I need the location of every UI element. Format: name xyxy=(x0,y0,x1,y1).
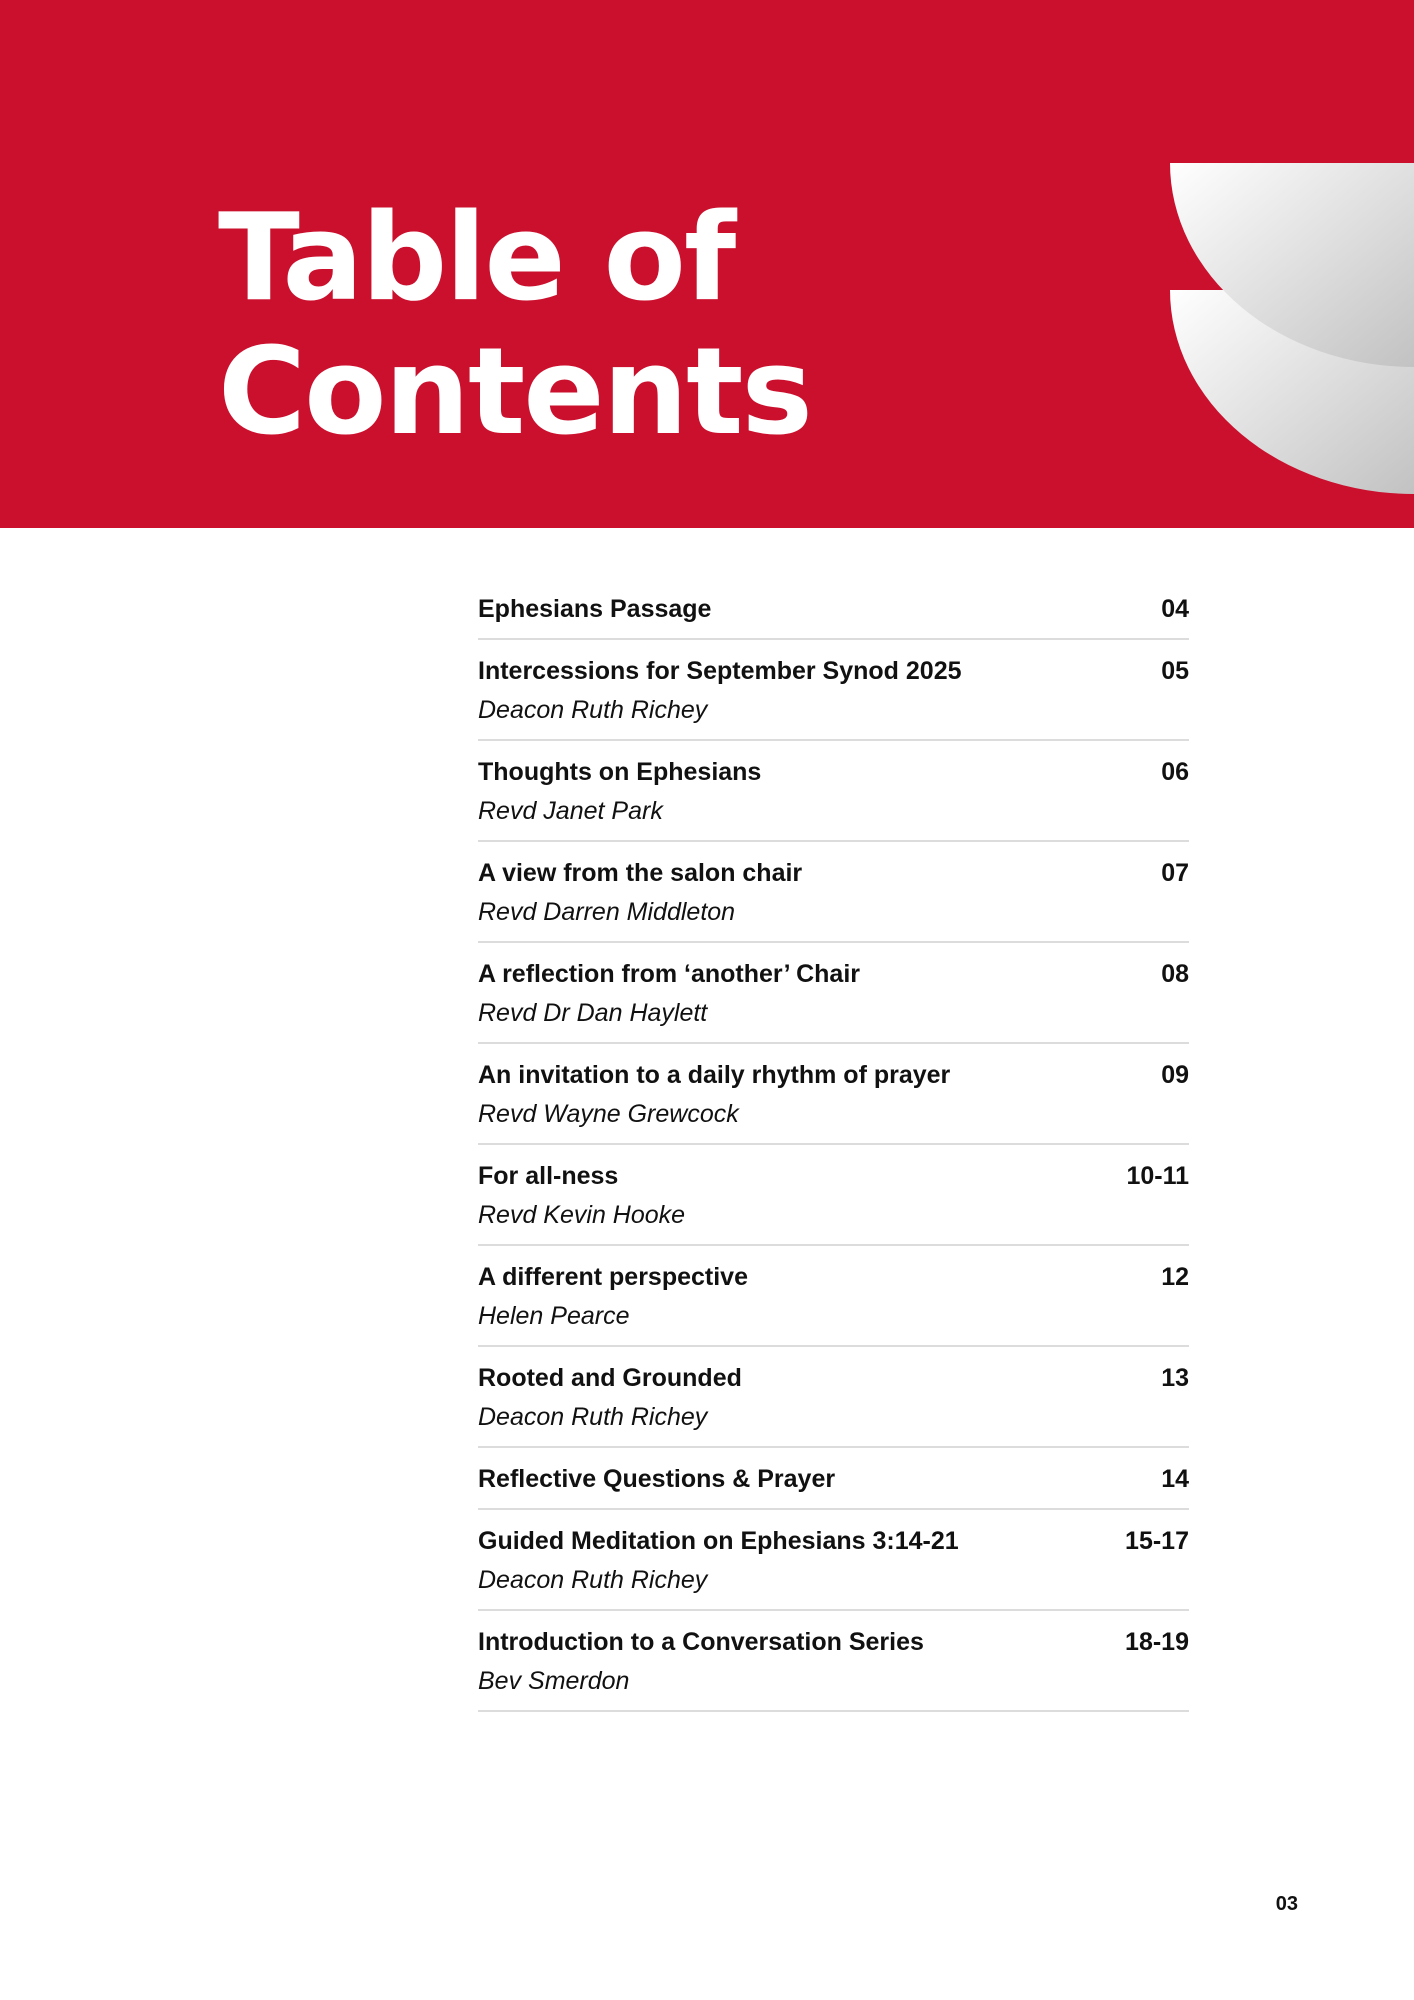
toc-entry-page: 09 xyxy=(1161,1061,1189,1089)
toc-entry[interactable] xyxy=(478,1044,1189,1145)
toc-entry-title: Rooted and Grounded xyxy=(478,1364,742,1392)
toc-entry-title: A reflection from ‘another’ Chair xyxy=(478,960,861,988)
toc-entry-page: 13 xyxy=(1161,1364,1189,1392)
toc-entry-author: Deacon Ruth Richey xyxy=(478,696,708,724)
toc-entry-page: 15-17 xyxy=(1125,1527,1189,1555)
page-title-line-2: Contents xyxy=(218,323,811,462)
toc-entry[interactable] xyxy=(478,640,1189,741)
toc-entry[interactable] xyxy=(478,1448,1189,1510)
toc-entry-author: Deacon Ruth Richey xyxy=(478,1403,708,1431)
toc-entry-author: Bev Smerdon xyxy=(478,1667,630,1695)
toc-entry[interactable] xyxy=(478,578,1189,640)
toc-entry-page: 07 xyxy=(1161,859,1189,887)
toc-entry[interactable] xyxy=(478,943,1189,1044)
toc-entry-author: Helen Pearce xyxy=(478,1302,630,1330)
toc-entry-page: 12 xyxy=(1161,1263,1189,1291)
toc-entry-title: Intercessions for September Synod 2025 xyxy=(478,657,962,685)
toc-entry-author: Revd Kevin Hooke xyxy=(478,1201,686,1229)
toc-entry-page: 08 xyxy=(1161,960,1189,988)
toc-entry[interactable] xyxy=(478,842,1189,943)
toc-entry-page: 14 xyxy=(1161,1465,1189,1493)
toc-entry-title: Ephesians Passage xyxy=(478,595,712,623)
toc-entry-page: 04 xyxy=(1161,595,1189,623)
toc-entry-title: A view from the salon chair xyxy=(478,859,803,887)
toc-entry-author: Revd Janet Park xyxy=(478,797,663,825)
toc-entry[interactable] xyxy=(478,1510,1189,1611)
toc-entry-title: A different perspective xyxy=(478,1263,748,1291)
toc-entry-title: Introduction to a Conversation Series xyxy=(478,1628,924,1656)
toc-entry-page: 18-19 xyxy=(1125,1628,1189,1656)
toc-entry[interactable] xyxy=(478,741,1189,842)
toc-entry-title: Reflective Questions & Prayer xyxy=(478,1465,836,1493)
toc-entry-page: 06 xyxy=(1161,758,1189,786)
toc-entry-title: An invitation to a daily rhythm of prayer xyxy=(478,1061,951,1089)
page-title-line-1: Table of xyxy=(218,189,735,328)
page-number: 03 xyxy=(1275,1893,1298,1915)
toc-entry-title: For all-ness xyxy=(478,1162,619,1190)
toc-entry-author: Revd Darren Middleton xyxy=(478,898,736,926)
page-title xyxy=(218,189,938,462)
toc-entry[interactable] xyxy=(478,1246,1189,1347)
toc-entry-title: Guided Meditation on Ephesians 3:14-21 xyxy=(478,1527,959,1555)
toc-entry[interactable] xyxy=(478,1347,1189,1448)
toc-entry[interactable] xyxy=(478,1611,1189,1712)
table-of-contents xyxy=(478,578,1189,1712)
toc-entry-page: 10-11 xyxy=(1126,1162,1189,1190)
toc-entry-author: Revd Wayne Grewcock xyxy=(478,1100,739,1128)
header-band xyxy=(0,0,1414,528)
toc-entry-author: Revd Dr Dan Haylett xyxy=(478,999,708,1027)
decorative-half-circles xyxy=(1170,160,1414,496)
toc-entry-title: Thoughts on Ephesians xyxy=(478,758,762,786)
toc-entry-author: Deacon Ruth Richey xyxy=(478,1566,708,1594)
toc-entry-page: 05 xyxy=(1161,657,1189,685)
toc-entry[interactable] xyxy=(478,1145,1189,1246)
